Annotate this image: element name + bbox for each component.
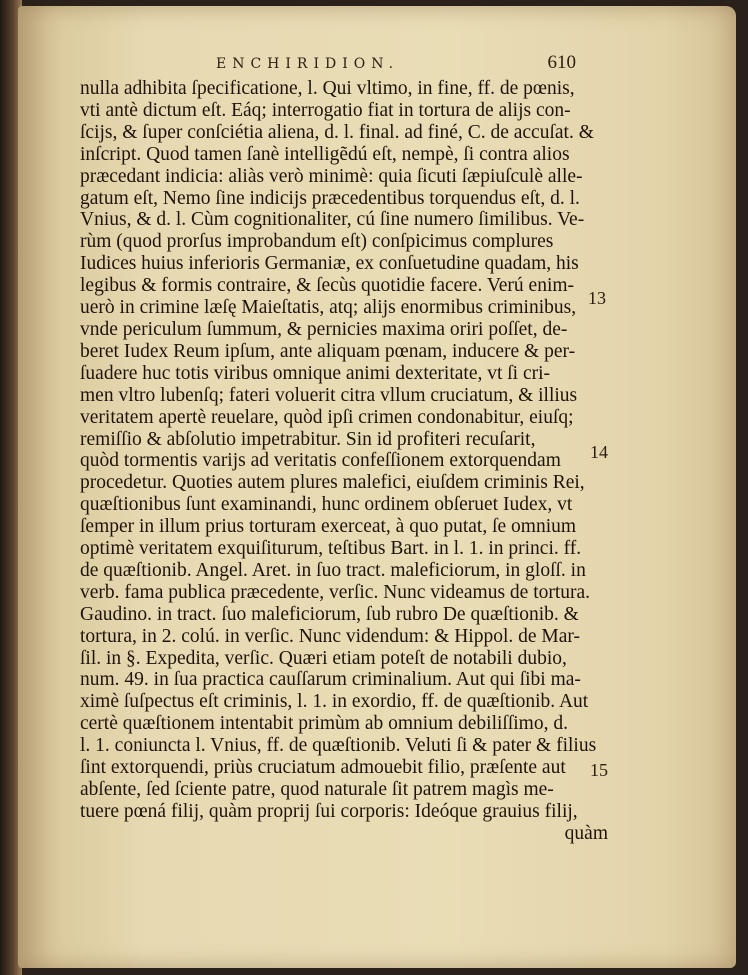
text-line: men vltro lubenſq; fateri voluerit citra vllum cruciatum, & illius: [80, 384, 578, 406]
text-line: num. 49. in ſua practica cauſſarum criminalium. Aut qui ſibi ma-: [80, 669, 581, 691]
text-line: præcedant indicia: aliàs verò minimè: quia ſicuti ſæpiuſculè alle-: [80, 165, 583, 187]
text-line: rùm (quod prorſus improbandum eſt) conſpicimus complures: [80, 231, 554, 253]
text-line: gatum eſt, Nemo ſine indicijs præcedentibus torquendus eſt, d. l.: [80, 187, 580, 209]
text-line: de quæſtionib. Angel. Aret. in ſuo tract. maleficiorum, in gloſſ. in: [80, 559, 586, 581]
text-line: Iudices huius inferioris Germaniæ, ex conſuetudine quadam, his: [80, 253, 579, 275]
text-line: uerò in crimine læſę Maieſtatis, atq; alijs enormibus criminibus,: [80, 297, 577, 319]
text-line: tuere pœná filij, quàm proprij ſui corporis: Ideóque grauius filij,: [80, 800, 578, 822]
text-line: beret Iudex Reum ipſum, ante aliquam pœnam, inducere & per-: [80, 340, 576, 362]
margin-number-14: 14: [590, 442, 608, 462]
text-line: inſcript. Quod tamen ſanè intelligẽdú eſt, nempè, ſi contra alios: [80, 143, 570, 165]
text-line: ſemper in illum prius torturam exerceat, à quo putat, ſe omnium: [80, 516, 577, 538]
text-line: Gaudino. in tract. ſuo maleficiorum, ſub rubro De quæſtionib. &: [80, 603, 579, 625]
text-line: nulla adhibita ſpecificatione, l. Qui vltimo, in fine, ff. de pœnis,: [80, 78, 575, 99]
page-number: 610: [547, 52, 576, 73]
text-line: l. 1. coniuncta l. Vnius, ff. de quæſtionib. Veluti ſi & pater & filius: [80, 735, 597, 757]
text-line: certè quæſtionem intentabit primùm ab omnium debiliſſimo, d.: [80, 713, 568, 735]
running-title: ENCHIRIDION.: [216, 56, 400, 72]
text-line: abſente, ſed ſciente patre, quod naturale ſit patrem magìs me-: [80, 779, 554, 800]
catchword: quàm: [564, 822, 608, 844]
text-line: optimè veritatem exquiſiturum, teſtibus Bart. in l. 1. in princi. ff.: [80, 538, 582, 560]
text-line: legibus & formis contraire, & ſecùs quotidie facere. Verú enim-: [80, 275, 575, 297]
text-line: vnde periculum ſummum, & pernicies maxima oriri poſſet, de-: [80, 318, 568, 340]
text-line: verb. fama publica præcedente, verſic. Nunc videamus de tortura.: [80, 581, 591, 603]
text-line: procedetur. Quoties autem plures malefici, eiuſdem criminis Rei,: [80, 472, 585, 494]
book-page: [18, 6, 736, 968]
text-line: ſint extorquendi, priùs cruciatum admouebit filio, præſente aut: [80, 757, 566, 779]
text-line: ſil. in §. Expedita, verſic. Quæri etiam poteſt de notabili dubio,: [80, 647, 567, 669]
running-header: [216, 54, 596, 78]
text-line: remiſſio & abſolutio impetrabitur. Sin id profiteri recuſarit,: [80, 428, 536, 450]
text-line: quòd tormentis varijs ad veritatis confeſſionem extorquendam: [80, 450, 561, 472]
text-line: ſuadere huc totis viribus omnique animi dexteritate, vt ſi cri-: [80, 362, 551, 384]
text-line: ſcijs, & ſuper conſciétia aliena, d. l. final. ad finé, C. de accuſat. &: [80, 121, 594, 143]
text-line: quæſtionibus ſunt examinandi, hunc ordinem obſeruet Iudex, vt: [80, 494, 573, 516]
margin-number-15: 15: [590, 760, 608, 780]
margin-number-13: 13: [588, 288, 606, 308]
text-line: ximè ſuſpectus eſt criminis, l. 1. in exordio, ff. de quæſtionib. Aut: [80, 691, 589, 713]
text-line: Vnius, & d. l. Cùm cognitionaliter, cú ſine numero ſimilibus. Ve-: [80, 209, 585, 231]
text-line: vti antè dictum eſt. Eáq; interrogatio fiat in tortura de alijs con-: [80, 99, 571, 121]
body-text: [80, 78, 608, 845]
text-line: veritatem apertè reuelare, quòd ipſi crimen condonabitur, eiuſq;: [80, 406, 574, 428]
text-line: tortura, in 2. colú. in verſic. Nunc videndum: & Hippol. de Mar-: [80, 625, 581, 647]
